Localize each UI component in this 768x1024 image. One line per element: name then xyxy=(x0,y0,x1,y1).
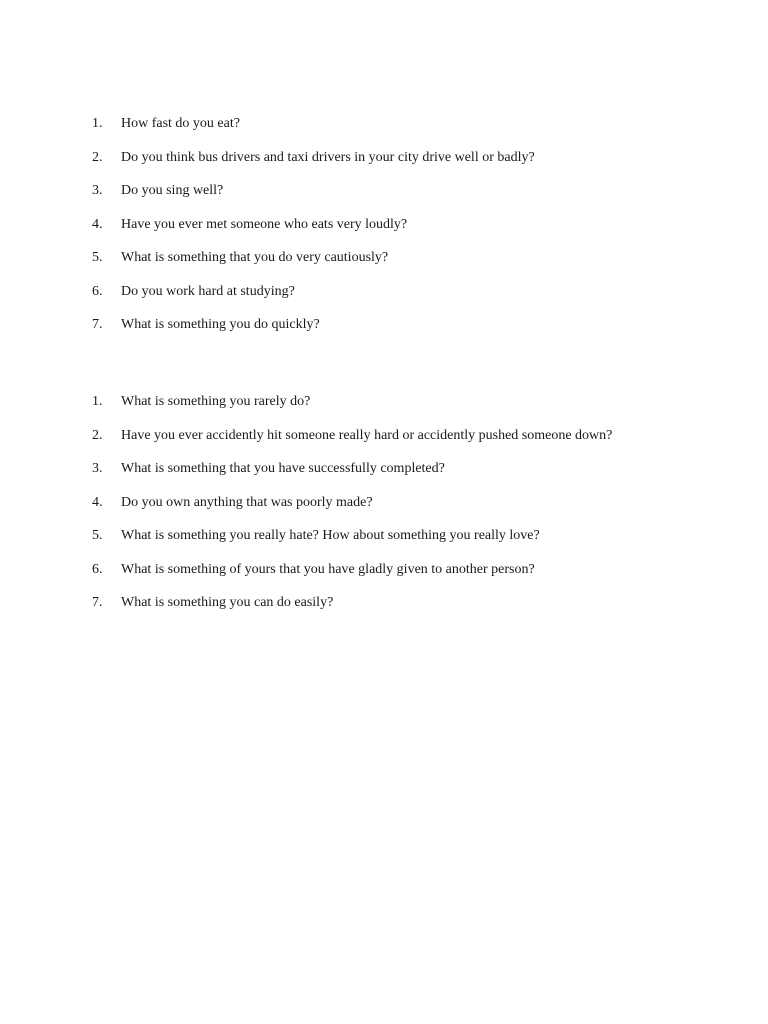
item-number: 5. xyxy=(92,250,103,265)
list-item xyxy=(92,114,752,148)
list-item xyxy=(92,426,752,460)
item-number: 2. xyxy=(92,427,103,443)
item-number: 3. xyxy=(92,183,103,198)
question-list-2 xyxy=(92,392,752,627)
item-number: 1. xyxy=(92,116,103,131)
list-item xyxy=(92,181,752,215)
item-text: What is something you rarely do? xyxy=(121,394,311,409)
item-text: Do you think bus drivers and taxi drivers in your city drive well or badly? xyxy=(121,149,535,165)
item-number: 2. xyxy=(92,149,103,165)
item-text: What is something you really hate? How about something you really love? xyxy=(121,528,540,543)
item-text: Have you ever met someone who eats very loudly? xyxy=(121,216,408,232)
item-number: 4. xyxy=(92,216,103,232)
question-list-1 xyxy=(92,114,752,349)
list-item xyxy=(92,248,752,282)
item-text: What is something that you do very cautiously? xyxy=(121,250,389,265)
item-text: What is something you do quickly? xyxy=(121,317,320,332)
list-item xyxy=(92,215,752,249)
item-number: 3. xyxy=(92,461,103,476)
item-number: 7. xyxy=(92,595,103,610)
list-item xyxy=(92,315,752,349)
list-item xyxy=(92,282,752,316)
item-text: What is something that you have successfully completed? xyxy=(121,461,445,476)
list-item xyxy=(92,392,752,426)
list-item xyxy=(92,593,752,627)
item-text: Do you sing well? xyxy=(121,183,224,198)
item-number: 1. xyxy=(92,394,103,409)
item-text: What is something of yours that you have gladly given to another person? xyxy=(121,561,535,577)
item-number: 6. xyxy=(92,283,103,299)
item-number: 7. xyxy=(92,317,103,332)
list-item xyxy=(92,526,752,560)
item-text: How fast do you eat? xyxy=(121,116,240,131)
item-number: 5. xyxy=(92,528,103,543)
list-item xyxy=(92,459,752,493)
item-text: What is something you can do easily? xyxy=(121,595,334,610)
item-number: 4. xyxy=(92,494,103,510)
item-text: Have you ever accidently hit someone really hard or accidently pushed someone down? xyxy=(121,427,613,443)
list-item xyxy=(92,148,752,182)
item-text: Do you own anything that was poorly made? xyxy=(121,494,373,510)
list-item xyxy=(92,493,752,527)
list-item xyxy=(92,560,752,594)
item-text: Do you work hard at studying? xyxy=(121,283,295,299)
item-number: 6. xyxy=(92,561,103,577)
